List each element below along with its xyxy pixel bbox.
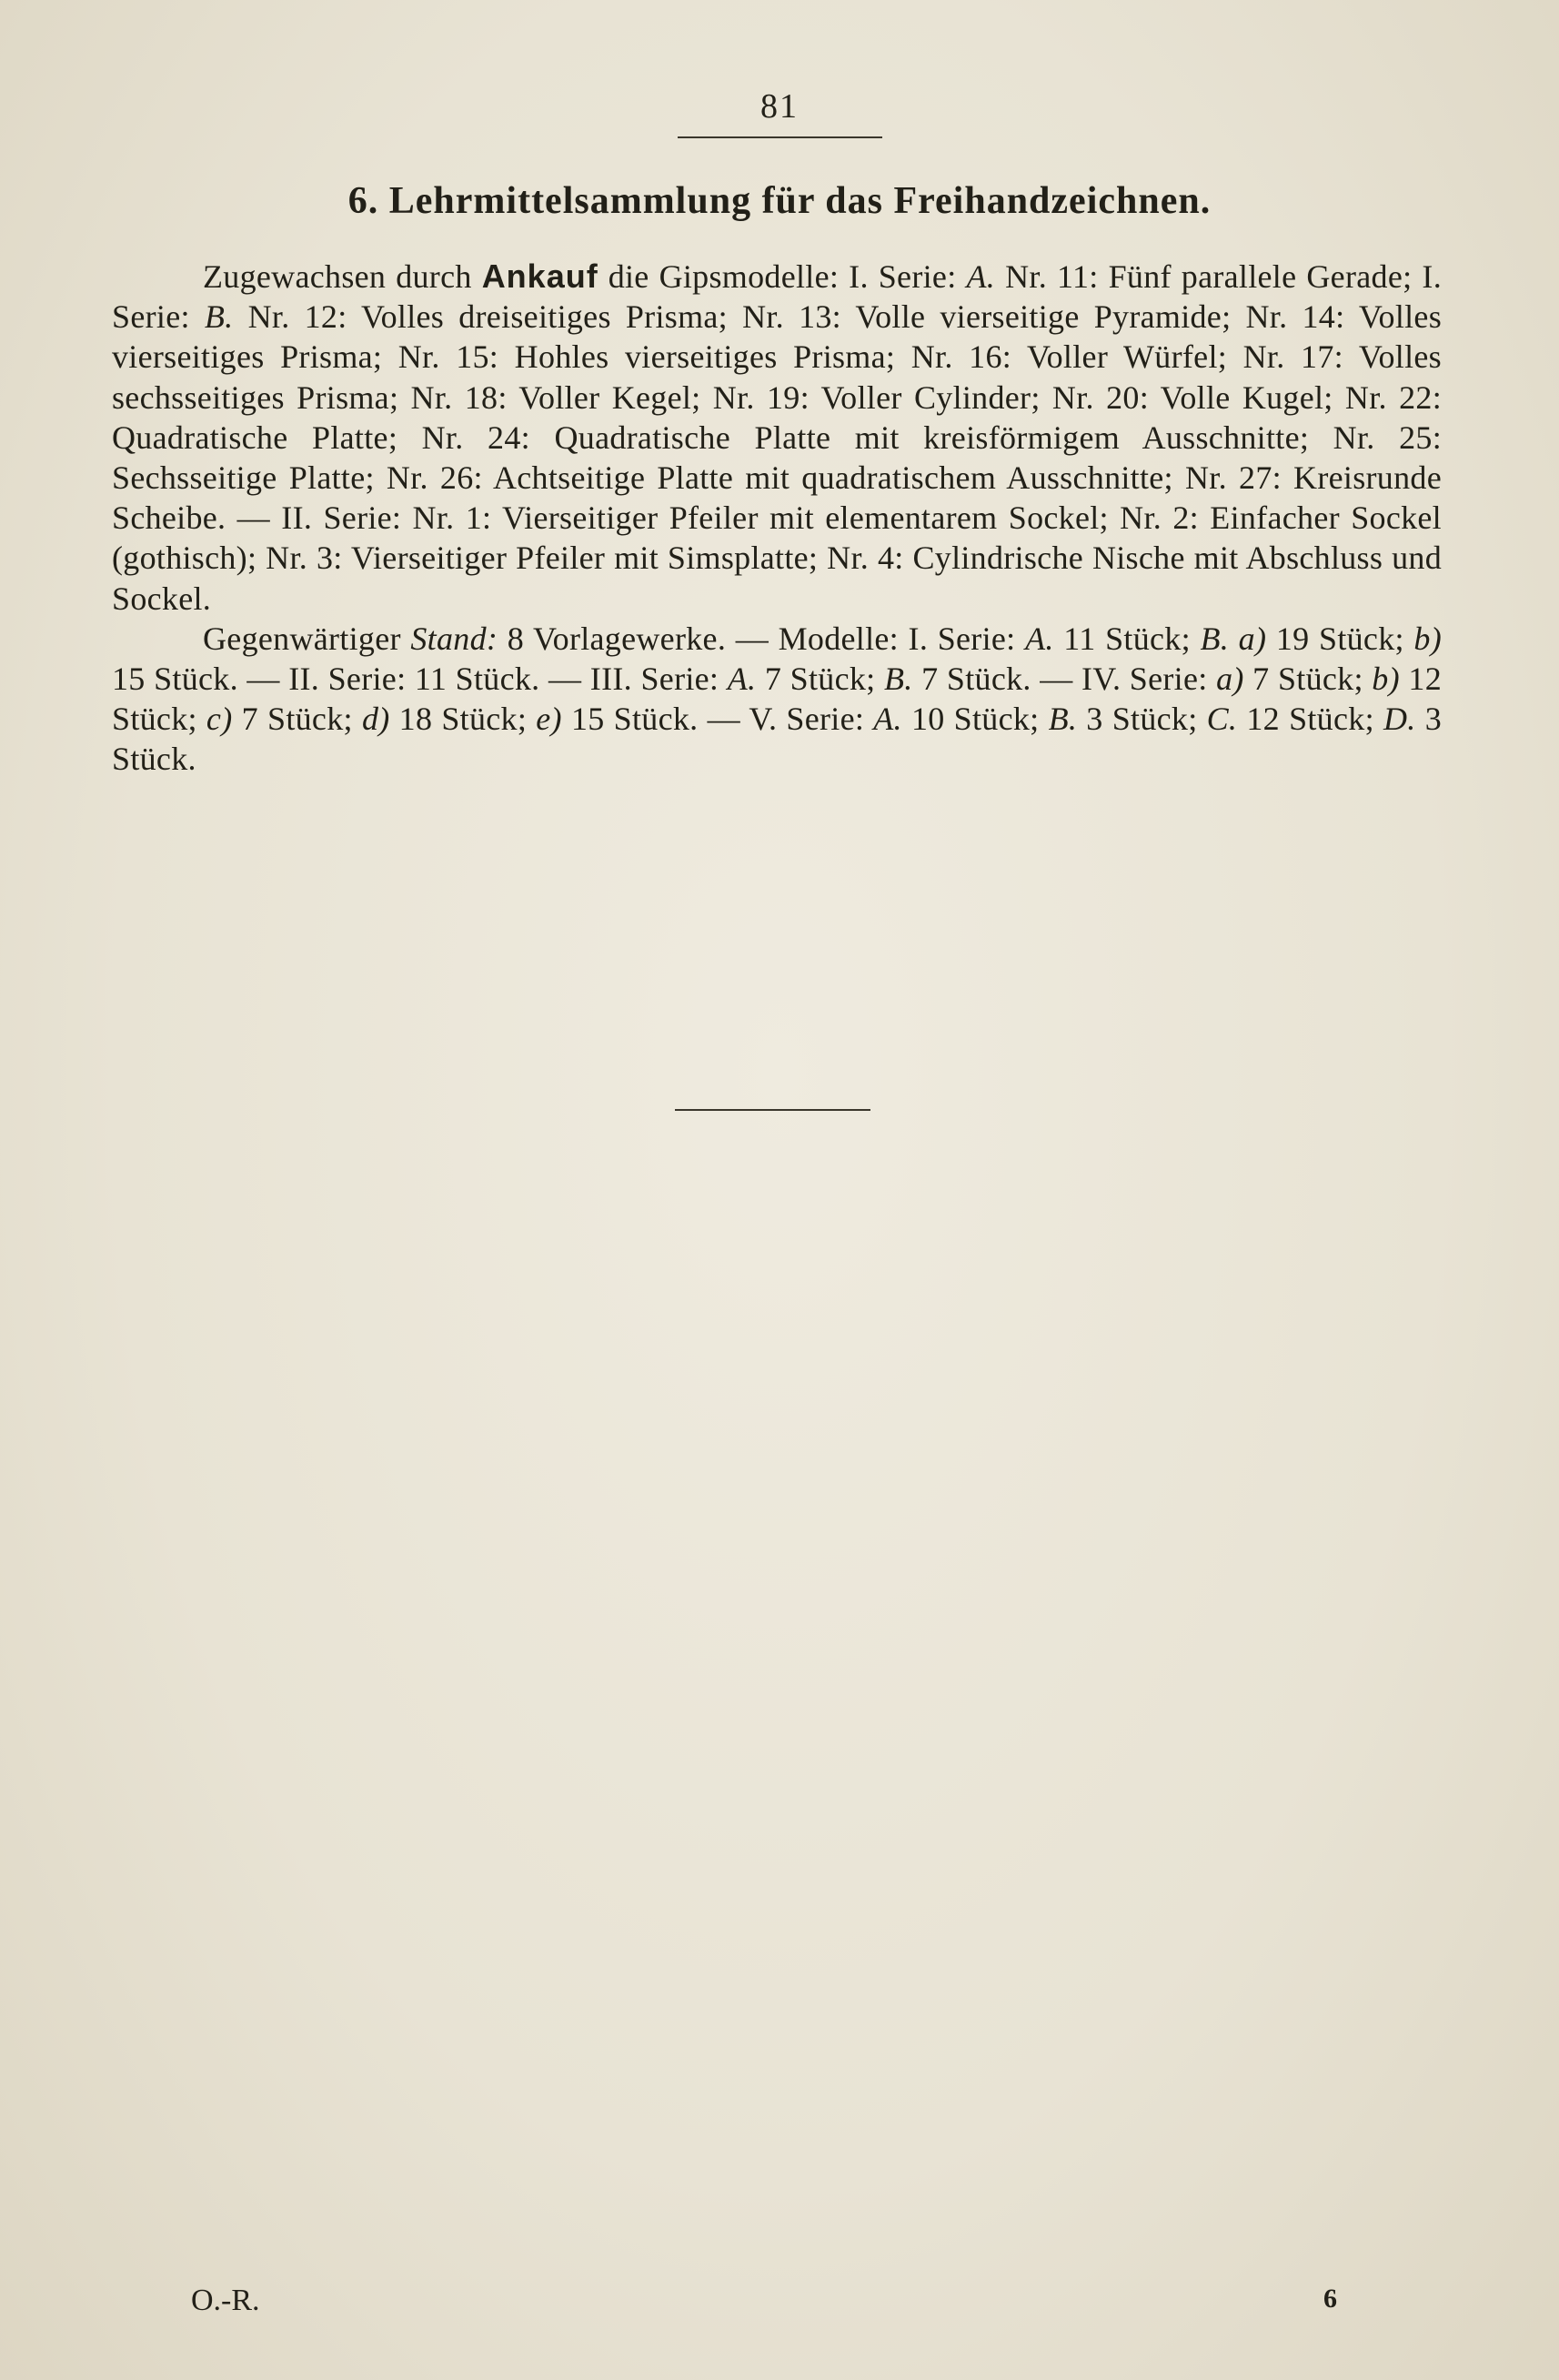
section-end-rule bbox=[675, 1109, 870, 1111]
paragraph-acquisitions: Zugewachsen durch Ankauf die Gipsmodelle: I. Serie: A. Nr. 11: Fünf parallele Gerade; I. Serie: B. Nr. 12: Volles dreiseitiges Prisma; Nr. 13: Volle vierseitige Pyramide; Nr. 14: Volles vierseitiges Prisma; Nr. 15: Hohles vierseitiges Prisma; Nr. 16: Voller Würfel; Nr. 17: Volles sechsseitiges Prisma; Nr. 18: Voller Kegel; Nr. 19: Voller Cylinder; Nr. 20: Volle Kugel; Nr. 22: Quadratische Platte; Nr. 24: Quadratische Platte mit kreisförmigem Ausschnitte; Nr. 25: Sechsseitige Platte; Nr. 26: Achtseitige Platte mit quadratischem Ausschnitte; Nr. 27: Kreisrunde Scheibe. — II. Serie: Nr. 1: Vierseitiger Pfeiler mit elementarem Sockel; Nr. 2: Einfacher Sockel (gothisch); Nr. 3: Vierseitiger Pfeiler mit Simsplatte; Nr. 4: Cylindrische Nische mit Abschluss und Sockel. bbox=[112, 257, 1443, 617]
page-number: 81 bbox=[760, 87, 799, 126]
body-text bbox=[112, 257, 1442, 780]
emphasis-ankauf: Ankauf bbox=[481, 257, 598, 295]
section-heading: 6. Lehrmittelsammlung für das Freihandzeichnen. bbox=[347, 180, 1212, 222]
paragraph-current-stock: Gegenwärtiger Stand: 8 Vorlagewerke. — Modelle: I. Serie: A. 11 Stück; B. a) 19 Stück; b) 15 Stück. — II. Serie: 11 Stück. — III. Serie: A. 7 Stück; B. 7 Stück. — IV. Serie: a) 7 Stück; b) 12 Stück; c) 7 Stück; d) 18 Stück; e) 15 Stück. — V. Serie: A. 10 Stück; B. 3 Stück; C. 12 Stück; D. 3 Stück. bbox=[112, 620, 1443, 778]
emphasis-stand: Stand: bbox=[410, 620, 498, 657]
footer-signature: O.-R. bbox=[191, 2284, 260, 2317]
page-number-rule bbox=[678, 136, 882, 138]
footer-sheet-number: 6 bbox=[1323, 2284, 1337, 2314]
